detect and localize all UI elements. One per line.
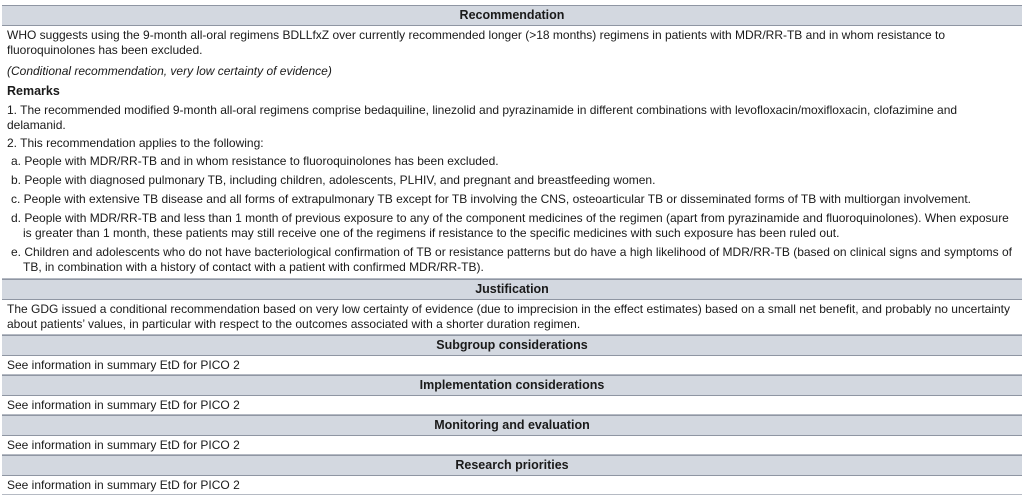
- list-item: e. Children and adolescents who do not have bacteriological confirmation of TB or resistance patterns but do have a high likelihood of MDR/RR-TB (based on clinical signs and symptoms of TB, in combination with a history of contact with a patient with confirmed MDR/RR-TB).: [11, 245, 1012, 274]
- recommendation-table: [2, 5, 1022, 495]
- monitoring-header: Monitoring and evaluation: [2, 415, 1022, 436]
- justification-text: The GDG issued a conditional recommendation based on very low certainty of evidence (due to imprecision in the effect estimates) based on a small net benefit, and probably no uncertainty about patients’ values, in particular with respect to the outcomes associated with a shorter duration regimen.: [2, 300, 1022, 335]
- subgroup-header: Subgroup considerations: [2, 335, 1022, 356]
- applicability-list: [7, 154, 1018, 275]
- recommendation-header: Recommendation: [2, 5, 1022, 26]
- list-item: b. People with diagnosed pulmonary TB, including children, adolescents, PLHIV, and pregnant and breastfeeding women.: [11, 173, 656, 187]
- list-item: d. People with MDR/RR-TB and less than 1 month of previous exposure to any of the component medicines of the regimen (apart from pyrazinamide and fluoroquinolones). When exposure is greater than 1 month, these patients may still receive one of the regimens if resistance to the specific medicines with such exposure has been ruled out.: [11, 211, 1009, 240]
- recommendation-text: WHO suggests using the 9-month all-oral regimens BDLLfxZ over currently recommended longer (>18 months) regimens in patients with MDR/RR-TB and in whom resistance to fluoroquinolones has been excluded.: [7, 28, 946, 57]
- research-text: See information in summary EtD for PICO 2: [2, 476, 1022, 495]
- remark-1: 1. The recommended modified 9-month all-oral regimens comprise bedaquiline, linezolid and pyrazinamide in different combinations with levofloxacin/moxifloxacin, clofazimine and delamanid.: [7, 103, 958, 132]
- recommendation-body: [2, 26, 1022, 279]
- remark-2: 2. This recommendation applies to the following:: [7, 136, 264, 150]
- research-header: Research priorities: [2, 455, 1022, 476]
- recommendation-strength: (Conditional recommendation, very low certainty of evidence): [7, 64, 332, 78]
- justification-header: Justification: [2, 279, 1022, 300]
- list-item: c. People with extensive TB disease and all forms of extrapulmonary TB except for TB involving the CNS, osteoarticular TB or disseminated forms of TB with multiorgan involvement.: [11, 192, 971, 206]
- implementation-text: See information in summary EtD for PICO 2: [2, 396, 1022, 415]
- implementation-header: Implementation considerations: [2, 375, 1022, 396]
- monitoring-text: See information in summary EtD for PICO 2: [2, 436, 1022, 455]
- remarks-title: Remarks: [7, 84, 60, 98]
- subgroup-text: See information in summary EtD for PICO 2: [2, 356, 1022, 375]
- list-item: a. People with MDR/RR-TB and in whom resistance to fluoroquinolones has been excluded.: [11, 154, 499, 168]
